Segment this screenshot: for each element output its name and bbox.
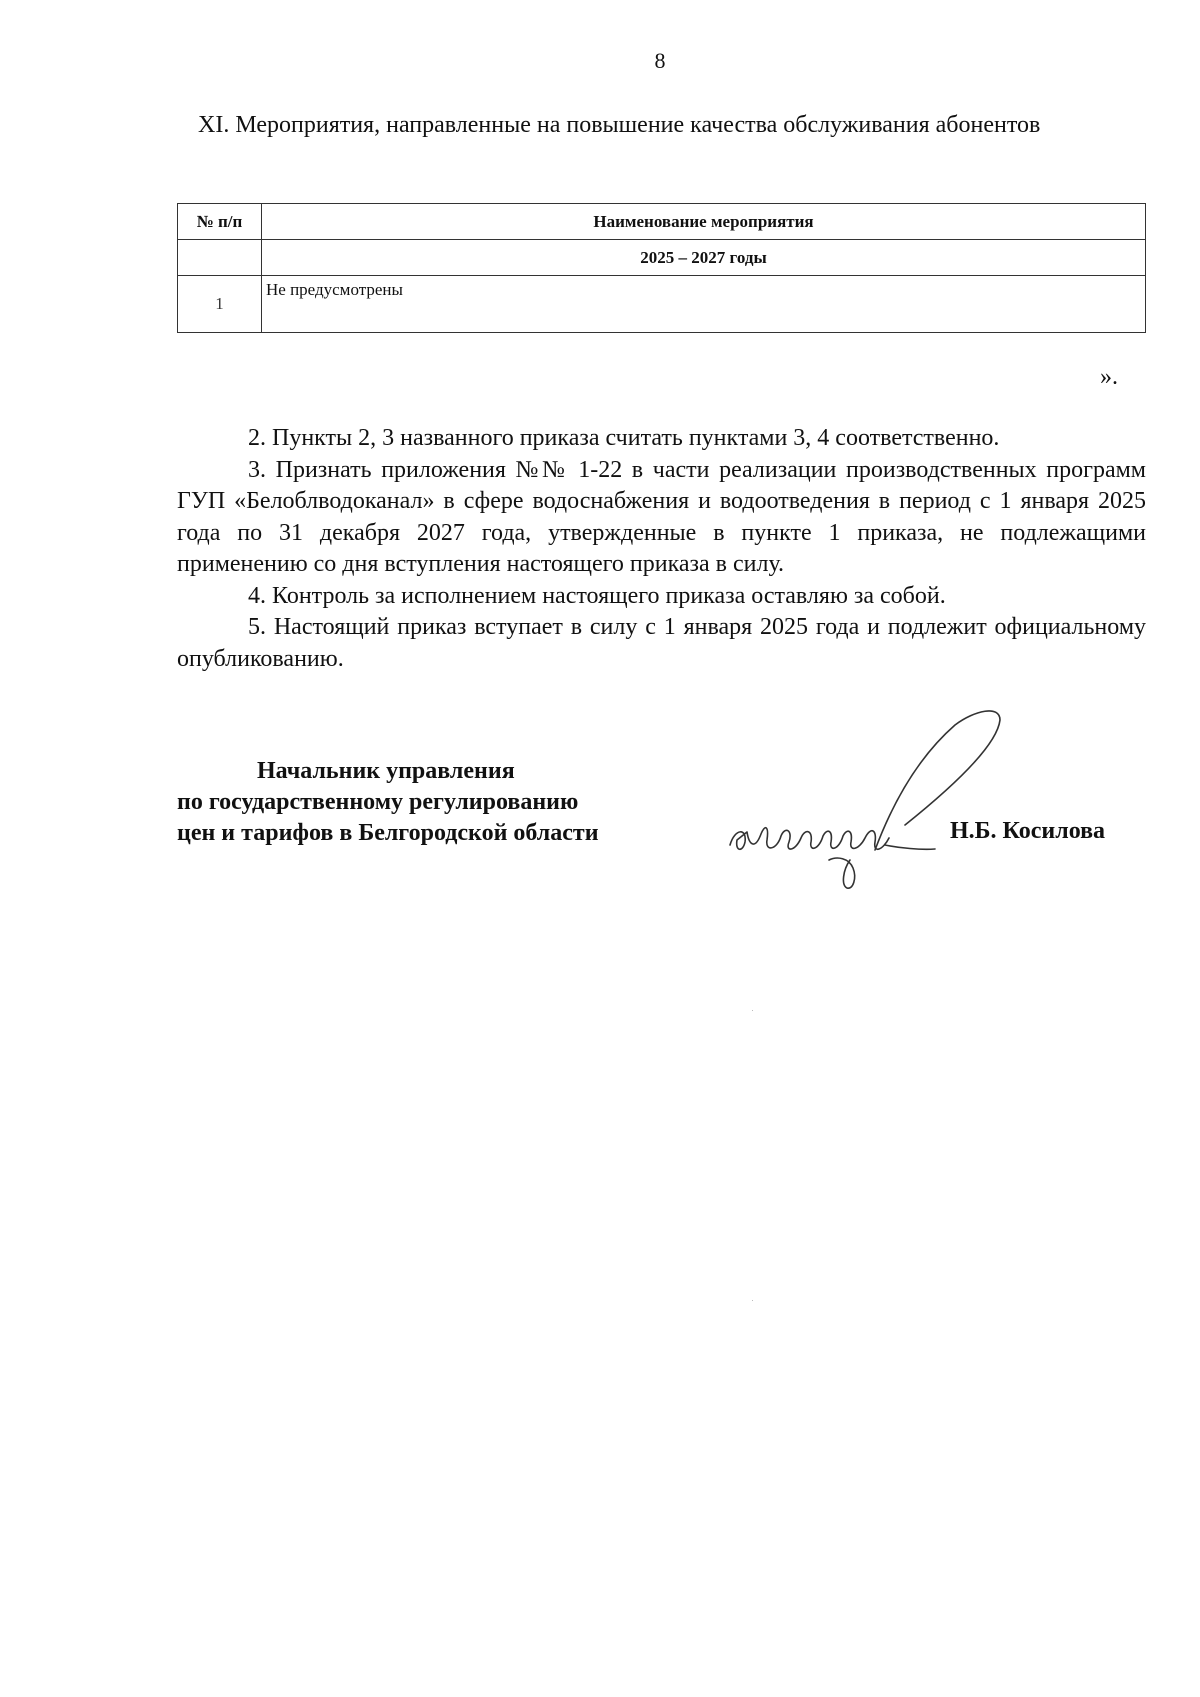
period-empty-cell [178,240,262,276]
paragraph-4: 4. Контроль за исполнением настоящего приказа оставляю за собой. [248,582,946,609]
paragraph-2: 2. Пункты 2, 3 названного приказа считать пунктами 3, 4 соответственно. [248,425,1000,451]
header-measure-name: Наименование мероприятия [262,204,1146,240]
row-measure-name: Не предусмотрены [262,276,1146,333]
table-period-row [178,240,1146,276]
row-number: 1 [178,276,262,333]
scan-speck [752,1300,753,1301]
table-row [178,276,1146,333]
section-title: XI. Мероприятия, направленные на повышение качества обслуживания абонентов [198,112,1041,138]
page-number: 8 [654,48,666,73]
handwritten-signature [725,700,1015,900]
scan-speck [752,1010,753,1011]
signer-title-line: Начальник управления [257,758,515,784]
closing-quote: ». [1100,364,1118,390]
signer-title [177,756,647,849]
body-text [177,423,1146,675]
signer-name: Н.Б. Косилова [950,818,1106,844]
measures-table [177,203,1146,333]
table-header-row [178,204,1146,240]
paragraph-5: 5. Настоящий приказ вступает в силу с 1 января 2025 года и подлежит официальному опубликованию. [177,614,1146,672]
header-number: № п/п [178,204,262,240]
period-label: 2025 – 2027 годы [262,240,1146,276]
signer-title-line: по государственному регулированию [177,789,579,815]
paragraph-3: 3. Признать приложения №№ 1-22 в части реализации производственных программ ГУП «Белоблводоканал» в сфере водоснабжения и водоотведения в период с 1 января 2025 года по 31 декабря 2027 года, утвержденные в пункте 1 приказа, не подлежащими применению со дня вступления настоящего приказа в силу. [177,456,1146,577]
signer-title-line: цен и тарифов в Белгородской области [177,820,599,846]
